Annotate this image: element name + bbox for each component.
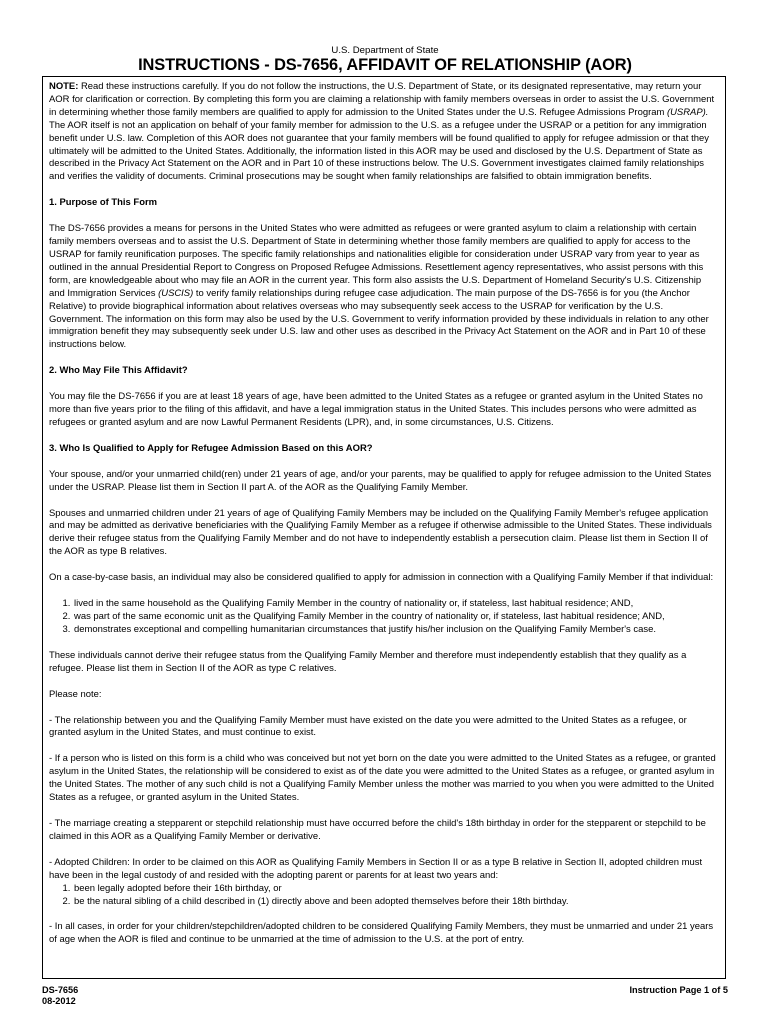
section-3-paragraph-7: - If a person who is listed on this form is a child who was conceived but not yet born on the date you were admitted to the United States as a refugee, or granted asylum in the United States, the relationship will be considered to exist as of the date you were admitted to the United States as a refugee, or granted asylum in the United States. The mother of any such child is not a Qualifying Family Member unless the mother was married to you when you were admitted to the United States as a refugee, or granted asylum in the United States. <box>49 753 716 804</box>
section-3-paragraph-3: On a case-by-case basis, an individual may also be considered qualified to apply for admission in connection with a Qualifying Family Member if that individual: <box>49 572 714 584</box>
section-3-paragraph-1: Your spouse, and/or your unmarried child(ren) under 21 years of age, and/or your parents, may be qualified to apply for refugee admission to the United States under the USRAP. Please list them in Section II part A. of the AOR as the Qualifying Family Member. <box>49 468 712 493</box>
criteria-item: 2. was part of the same economic unit as the Qualifying Family Member in the country of nationality or, if stateless, last habitual residence; AND, <box>73 611 719 624</box>
adoption-item: 1. been legally adopted before their 16th birthday, or <box>73 883 719 896</box>
note-usrap: (USRAP). <box>666 106 709 118</box>
criteria-item: 3. demonstrates exceptional and compelling humanitarian circumstances that justify his/her inclusion on the Qualifying Family Member's case. <box>73 624 719 637</box>
section-1-text-1: The DS-7656 provides a means for persons in the United States who were admitted as refugees or were granted asylum to claim a relationship with certain family members overseas and to assist the U.S. Department of State in determining whether those family members are qualified to apply for access to the USRAP for family reunification purposes. The specific family relationships and nationalities eligible for consideration under USRAP vary from year to year as outlined in the annual Presidential Report to Congress on Proposed Refugee Admissions. Resettlement agency representatives, who assist persons with this form, are knowledgeable about who may file an AOR in the current year. This form also assists the U.S. Department of Homeland Security's U.S. Citizenship and Immigration Services <box>49 223 704 299</box>
section-3-paragraph-6: - The relationship between you and the Qualifying Family Member must have existed on the date you were admitted to the United States as a refugee, or granted asylum in the United States, and must continue to exist. <box>49 714 687 739</box>
page-number: Instruction Page 1 of 5 <box>629 985 728 995</box>
agency-name: U.S. Department of State <box>331 45 439 56</box>
form-number: DS-7656 <box>42 985 79 995</box>
note-text-1: Read these instructions carefully. If you do not follow the instructions, the U.S. Department of State, or its designated representative, may return your AOR for clarification or correction. By completing this form you are claiming a relationship with family members overseas in order to assist the U.S. Government in determining whether those family members are qualified to apply for admission to the United States under the U.S. Refugee Admissions Program <box>49 81 715 118</box>
section-1-paragraph <box>49 223 719 352</box>
section-3-paragraph-2: Spouses and unmarried children under 21 years of age of Qualifying Family Members may be included on the Qualifying Family Member's refugee application and may be admitted as derivative beneficiaries with the Qualifying Family Member as a refugee if otherwise admissible to the United States. These individuals derive their refugee status from the Qualifying Family Member and do not have to independently establish a persecution claim. Please list them in Section II of the AOR as type B relatives. <box>49 507 712 558</box>
instructions-box <box>42 76 726 979</box>
section-3-heading: 3. Who Is Qualified to Apply for Refugee Admission Based on this AOR? <box>49 442 373 454</box>
adoption-list <box>49 883 719 909</box>
form-date: 08-2012 <box>42 996 76 1006</box>
section-3-paragraph-4: These individuals cannot derive their refugee status from the Qualifying Family Member and therefore must independently establish that they qualify as a refugee. Please list them in Section II of the AOR as type C relatives. <box>49 649 687 674</box>
note-text-2: The AOR itself is not an application on behalf of your family member for admission to the U.S. as a refugee under the USRAP or a petition for any immigration benefit under U.S. law. Completion of this AOR does not guarantee that your family members will be found qualified to apply for refugee admission or that they ultimately will be admitted to the United States. Additionally, the information listed in this AOR may be used and disclosed by the U.S. Department of State as described in the Privacy Act Statement on the AOR and in Part 10 of these instructions below. The U.S. Government investigates claimed family relationships and verifies the validity of documents. Criminal prosecutions may be sought when family relationships are falsified to obtain immigration benefits. <box>49 119 709 183</box>
note-label: NOTE: <box>49 81 79 92</box>
section-3-paragraph-9: - Adopted Children: In order to be claimed on this AOR as Qualifying Family Members in Section II or as a type B relative in Section II, adopted children must have been in the legal custody of and resided with the adopting parent or parents for at least two years and: <box>49 856 703 881</box>
criteria-item: 1. lived in the same household as the Qualifying Family Member in the country of nationality or, if stateless, last habitual residence; AND, <box>73 598 719 611</box>
section-3-paragraph-8: - The marriage creating a stepparent or stepchild relationship must have occurred before the child's 18th birthday in order for the stepparent or stepchild to be claimed in this AOR as a Qualifying Family Member or derivative. <box>49 817 706 842</box>
note-paragraph <box>49 81 719 184</box>
section-2-heading: 2. Who May File This Affidavit? <box>49 365 188 377</box>
adoption-item: 2. be the natural sibling of a child described in (1) directly above and been adopted themselves before their 18th birthday. <box>73 896 719 909</box>
section-1-heading: 1. Purpose of This Form <box>49 197 158 209</box>
section-1-uscis: (USCIS) <box>158 287 194 299</box>
criteria-list <box>49 598 719 637</box>
section-3-paragraph-10: - In all cases, in order for your children/stepchildren/adopted children to be considered Qualifying Family Members, they must be unmarried and under 21 years of age when the AOR is filed and continue to be unmarried at the time of admission to the U.S. at the port of entry. <box>49 921 714 946</box>
section-1-text-2: to verify family relationships during refugee case adjudication. The main purpose of the DS-7656 is for you (the Anchor Relative) to provide biographical information about relatives overseas who may subsequently seek access to the USRAP for verification by the U.S. Government. The information on this form may also be used by the U.S. Government to verify information provided by these individuals in relation to any other immigration benefit they may subsequently seek under U.S. law and other uses as described in the Privacy Act Statement on the AOR and in Part 10 of these instructions below. <box>49 287 709 351</box>
section-2-paragraph: You may file the DS-7656 if you are at least 18 years of age, have been admitted to the United States as a refugee or granted asylum in the United States no more than five years prior to the filing of this affidavit, and have a legal immigration status in the United States. This includes persons who were admitted as refugees or granted asylum and are now Lawful Permanent Residents (LPR), and, in some circumstances, U.S. Citizens. <box>49 391 703 428</box>
form-id <box>42 985 78 1007</box>
page-title: INSTRUCTIONS - DS-7656, AFFIDAVIT OF RELATIONSHIP (AOR) <box>138 56 632 74</box>
section-3-paragraph-5: Please note: <box>49 688 102 700</box>
